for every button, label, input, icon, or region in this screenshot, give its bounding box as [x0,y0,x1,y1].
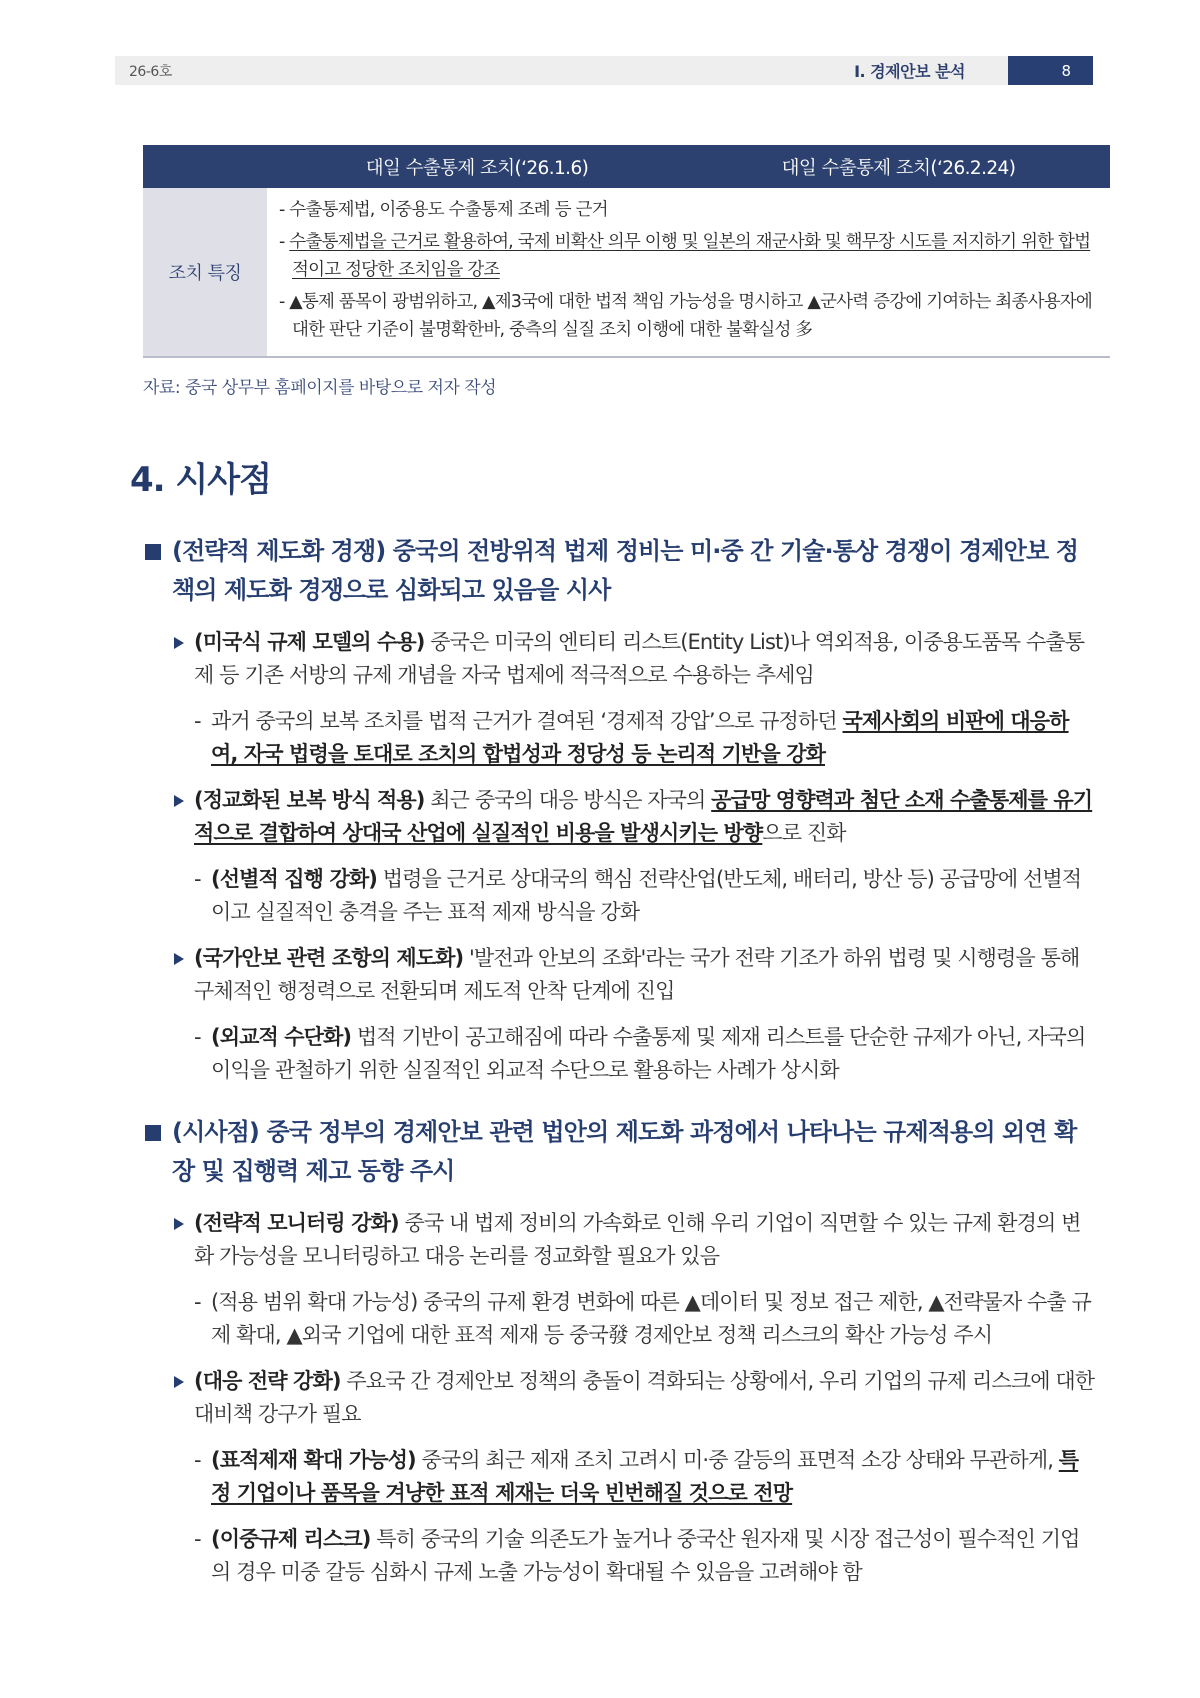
point-text: 최근 중국의 대응 방식은 자국의 [424,788,712,812]
point-item [145,942,1095,1008]
triangle-bullet-icon [174,1376,184,1388]
dash-bullet: - [194,709,201,733]
point-emphasis: 공급망 영향력과 첨단 소재 수출통제를 유기적으로 결합하여 상대국 산업에 실질적인 비용을 발생시키는 방향 [194,788,1093,845]
point-item [145,784,1095,850]
point-label: (미국식 규제 모델의 수용) [194,630,425,654]
sub-item [145,863,1095,929]
table-header-blank [143,145,267,188]
row-label: 조치 특징 [143,188,267,356]
table-header-col1: 대일 수출통제 조치(‘26.1.6) [365,157,589,179]
sub-item [145,1021,1095,1087]
section-label: Ⅰ. 경제안보 분석 [854,62,965,81]
sub-text: 특히 중국의 기술 의존도가 높거나 중국산 원자재 및 시장 접근성이 필수적인 기업의 경우 미중 갈등 심화시 규제 노출 가능성이 확대될 수 있음을 고려해야 함 [211,1527,1080,1584]
sub-text: 법적 기반이 공고해짐에 따라 수출통제 및 제재 리스트를 단순한 규제가 아닌, 자국의 이익을 관철하기 위한 실질적인 외교적 수단으로 활용하는 사례가 상시화 [211,1025,1086,1082]
sub-item [145,705,1095,771]
dash-bullet: - [194,1527,201,1551]
point-text: 중국은 미국의 엔티티 리스트(Entity List)나 역외적용, 이중용도품목 수출통제 등 기존 서방의 규제 개념을 자국 법제에 적극적으로 수용하는 추세임 [194,630,1085,687]
block-heading-text: (시사점) 중국 정부의 경제안보 관련 법안의 제도화 과정에서 나타나는 규제적용의 외연 확장 및 집행력 제고 동향 주시 [172,1118,1077,1185]
table-source: 자료: 중국 상무부 홈페이지를 바탕으로 저자 작성 [143,378,497,398]
sub-item [145,1444,1095,1510]
table-row [143,188,1110,358]
point-suffix: 으로 진화 [762,821,846,845]
sub-label: (표적제재 확대 가능성) [211,1448,416,1472]
sub-label: (이중규제 리스크) [211,1527,371,1551]
triangle-bullet-icon [174,795,184,807]
sub-emphasis: 국제사회의 비판에 대응하여, 자국 법령을 토대로 조치의 합법성과 정당성 등 논리적 기반을 강화 [211,709,1069,766]
point-label: (전략적 모니터링 강화) [194,1211,399,1235]
triangle-bullet-icon [174,1218,184,1230]
sub-emphasis: 특정 기업이나 품목을 겨냥한 표적 제재는 더욱 빈번해질 것으로 전망 [211,1448,1079,1505]
block-heading-text: (전략적 제도화 경쟁) 중국의 전방위적 법제 정비는 미·중 간 기술·통상 경쟁이 경제안보 정책의 제도화 경쟁으로 심화되고 있음을 시사 [172,537,1078,604]
dash-bullet: - [194,1025,201,1049]
block-heading [145,1113,1095,1191]
point-label: (정교화된 보복 방식 적용) [194,788,425,812]
point-text: 주요국 간 경제안보 정책의 충돌이 격화되는 상황에서, 우리 기업의 규제 리스크에 대한 대비책 강구가 필요 [194,1369,1095,1426]
block-heading [145,532,1095,610]
page-header [115,56,1093,85]
issue-number: 26-6호 [129,63,172,80]
section-content [145,532,1095,1602]
square-bullet-icon [145,544,161,560]
table-item: - ▲통제 품목이 광범위하고, ▲제3국에 대한 법적 책임 가능성을 명시하고 ▲군사력 증강에 기여하는 최종사용자에 대한 판단 기준이 불명확한바, 중측의 실질 조치 이행에 대한 불확실성 多 [279,292,1093,340]
table-header-col2: 대일 수출통제 조치(‘26.2.24) [781,157,1016,179]
export-control-table [143,145,1110,358]
sub-item [145,1286,1095,1352]
sub-label: (외교적 수단화) [211,1025,352,1049]
triangle-bullet-icon [174,637,184,649]
row-content [267,188,1110,356]
point-text: 중국 내 법제 정비의 가속화로 인해 우리 기업이 직면할 수 있는 규제 환경의 변화 가능성을 모니터링하고 대응 논리를 정교화할 필요가 있음 [194,1211,1081,1268]
page-number: 8 [1008,56,1093,85]
triangle-bullet-icon [174,953,184,965]
dash-bullet: - [194,867,201,891]
section-title: 4. 시사점 [130,460,271,500]
sub-text: (적용 범위 확대 가능성) 중국의 규제 환경 변화에 따른 ▲데이터 및 정보 접근 제한, ▲전략물자 수출 규제 확대, ▲외국 기업에 대한 표적 제재 등 중국發 경제안보 정책 리스크의 확산 가능성 주시 [211,1290,1091,1347]
table-item-underlined: 수출통제법을 근거로 활용하여, 국제 비확산 의무 이행 및 일본의 재군사화 및 핵무장 시도를 저지하기 위한 합법적이고 정당한 조치임을 강조 [289,232,1091,280]
table-header [143,145,1110,188]
dash-bullet: - [194,1448,201,1472]
point-item [145,1365,1095,1431]
sub-text: 중국의 최근 제재 조치 고려시 미·중 갈등의 표면적 소강 상태와 무관하게, [415,1448,1059,1472]
table-item: - 수출통제법, 이중용도 수출통제 조례 등 근거 [279,200,608,220]
point-item [145,1207,1095,1273]
sub-label: (선별적 집행 강화) [211,867,377,891]
point-text: '발전과 안보의 조화'라는 국가 전략 기조가 하위 법령 및 시행령을 통해 구체적인 행정력으로 전환되며 제도적 안착 단계에 진입 [194,946,1080,1003]
sub-item [145,1523,1095,1589]
dash-bullet: - [194,1290,201,1314]
point-label: (국가안보 관련 조항의 제도화) [194,946,464,970]
point-item [145,626,1095,692]
sub-text: 법령을 근거로 상대국의 핵심 전략산업(반도체, 배터리, 방산 등) 공급망에 선별적이고 실질적인 충격을 주는 표적 제재 방식을 강화 [211,867,1082,924]
sub-text: 과거 중국의 보복 조치를 법적 근거가 결여된 ‘경제적 강압’으로 규정하던 [211,709,843,733]
point-label: (대응 전략 강화) [194,1369,341,1393]
table-item: - 수출통제법을 근거로 활용하여, 국제 비확산 의무 이행 및 일본의 재군사화 및 핵무장 시도를 저지하기 위한 합법적이고 정당한 조치임을 강조 [279,232,1091,280]
square-bullet-icon [145,1125,161,1141]
